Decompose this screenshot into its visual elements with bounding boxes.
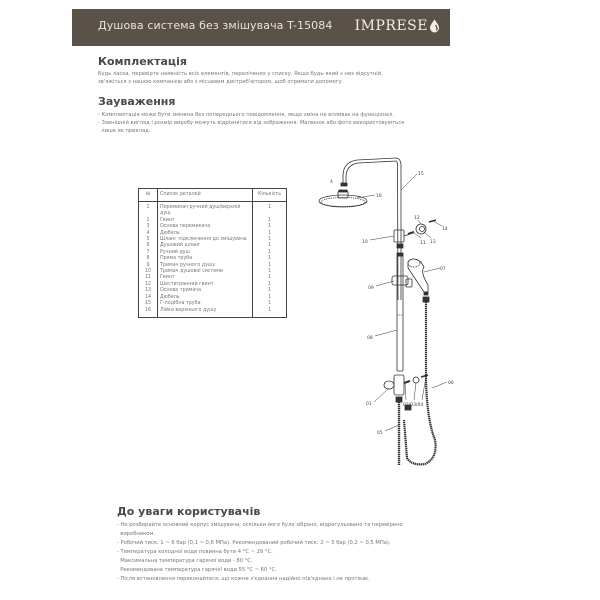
part-number: 2 <box>139 218 158 224</box>
part-name: Перемикач ручний душ/верхній душ <box>158 202 253 218</box>
label-07: 07 <box>440 267 446 272</box>
table-row <box>139 202 287 218</box>
part-number: 16 <box>139 308 158 318</box>
part-number: 10 <box>139 269 158 275</box>
logo-text: IMPRESE <box>354 18 428 34</box>
part-quantity: 1 <box>267 224 272 230</box>
notes-heading: Зауваження <box>98 95 176 108</box>
part-quantity: 1 <box>267 205 272 210</box>
part-number: 5 <box>139 237 158 243</box>
column-header-parts: Список деталей <box>158 189 253 202</box>
part-name: Душовий шланг <box>158 243 253 249</box>
users-line: Максимальна температура гарячої води - 80 °C. <box>117 558 253 564</box>
table-row <box>139 308 287 318</box>
part-name: Дюбель <box>158 295 253 301</box>
column-header-number: № <box>139 189 158 202</box>
label-01: 01 <box>366 402 372 407</box>
document-title: Душова система без змішувача T-15084 <box>98 19 333 32</box>
label-05: 05 <box>377 431 383 436</box>
table-header-row <box>139 189 287 202</box>
label-11: 11 <box>420 241 426 246</box>
kit-heading: Комплектація <box>98 55 187 68</box>
label-16: 16 <box>376 194 382 199</box>
part-name: Основа тримача <box>158 288 253 294</box>
part-number: 7 <box>139 250 158 256</box>
water-drop-icon <box>429 19 440 33</box>
part-number: 15 <box>139 301 158 307</box>
part-name: Тримач душової системи <box>158 269 253 275</box>
kit-line: зв'яжіться з нашою компанією або з місцевим дистриб'ютором, щоб отримати допомогу. <box>98 79 344 85</box>
part-name: Г-подібна труба <box>158 301 253 307</box>
part-number: 12 <box>139 282 158 288</box>
kit-text <box>98 70 383 86</box>
part-number: 13 <box>139 288 158 294</box>
parts-table <box>138 188 287 318</box>
label-14: 14 <box>442 227 448 232</box>
part-quantity: 1 <box>267 217 272 223</box>
part-quantity: 1 <box>267 269 272 275</box>
users-line: Рекомендована температура гарячої води 55 °C ~ 60 °C. <box>117 567 277 573</box>
part-number: 14 <box>139 295 158 301</box>
label-06: 06 <box>448 381 454 386</box>
part-name: Шланг підключення до змішувача <box>158 237 253 243</box>
part-quantity: 1 <box>267 301 272 307</box>
users-line: - Не розбирайте основний корпус змішувача, оскільки його було зібрано, відрегульовано та перевірено <box>117 522 403 528</box>
users-heading: До уваги користувачів <box>117 505 261 518</box>
label-13: 13 <box>430 240 436 245</box>
label-08: 08 <box>367 336 373 341</box>
part-name: Гвинт <box>158 275 253 281</box>
part-number: 6 <box>139 243 158 249</box>
label-10: 10 <box>362 240 368 245</box>
part-name: Гвинт <box>158 218 253 224</box>
notes-line: - Комплектація може бути змінена без попереднього повідомлення, якщо зміна не впливає на функціонал. <box>98 112 395 118</box>
label-02-03-04: 02/03/04 <box>403 403 424 408</box>
brand-logo <box>355 18 440 34</box>
part-number: 11 <box>139 275 158 281</box>
part-name: Лійка верхнього душу <box>158 308 253 318</box>
part-quantity: 1 <box>267 256 272 262</box>
part-quantity: 1 <box>267 275 272 281</box>
part-name: Основа перемикача <box>158 224 253 230</box>
notes-line: - Зовнішній вигляд і розмір виробу можуть відрізнятися від зображення. Малюнок або фото використовуються <box>98 120 405 126</box>
part-number: 9 <box>139 263 158 269</box>
users-line: - Температура холодної води повинна бути 4 °C ~ 29 °C. <box>117 549 273 555</box>
column-header-quantity: Кількість <box>253 189 287 202</box>
label-15: 15 <box>418 172 424 177</box>
document-header <box>72 9 450 46</box>
part-number: 8 <box>139 256 158 262</box>
part-name: Ручний душ <box>158 250 253 256</box>
notes-line: лише як приклад. <box>98 128 151 134</box>
label-4: 4 <box>330 180 333 185</box>
label-12: 12 <box>414 216 420 221</box>
shower-system-diagram <box>300 150 480 490</box>
part-quantity: 1 <box>267 243 272 249</box>
kit-line: Будь ласка, перевірте наявність всіх елементів, перелічених у списку. Якщо будь-який з них відсутній, <box>98 71 383 77</box>
part-quantity: 1 <box>267 262 272 268</box>
part-number: 4 <box>139 231 158 237</box>
part-name: Дюбель <box>158 231 253 237</box>
part-name: Пряма труба <box>158 256 253 262</box>
users-text <box>117 521 403 584</box>
users-line: виробником. <box>117 531 156 537</box>
part-number: 3 <box>139 224 158 230</box>
part-quantity: 1 <box>267 288 272 294</box>
part-name: Шестигранний гвинт <box>158 282 253 288</box>
part-number: 1 <box>139 202 158 218</box>
part-quantity: 1 <box>267 230 272 236</box>
part-quantity: 1 <box>267 307 272 313</box>
part-quantity: 1 <box>267 249 272 255</box>
users-line: - Після встановлення переконайтеся, що кожне з'єднання надійно під'єднано і не протікає. <box>117 576 370 582</box>
part-quantity: 1 <box>267 237 272 243</box>
part-quantity: 1 <box>267 294 272 300</box>
users-line: - Робочий тиск: 1 ~ 6 бар (0,1 ~ 0,6 МПа). Рекомендований робочий тиск: 2 ~ 5 бар (0,2 ~ 0,5 МПа). <box>117 540 391 546</box>
label-09: 09 <box>368 286 374 291</box>
notes-text <box>98 111 404 135</box>
part-quantity: 1 <box>267 281 272 287</box>
part-name: Тримач ручного душу <box>158 263 253 269</box>
